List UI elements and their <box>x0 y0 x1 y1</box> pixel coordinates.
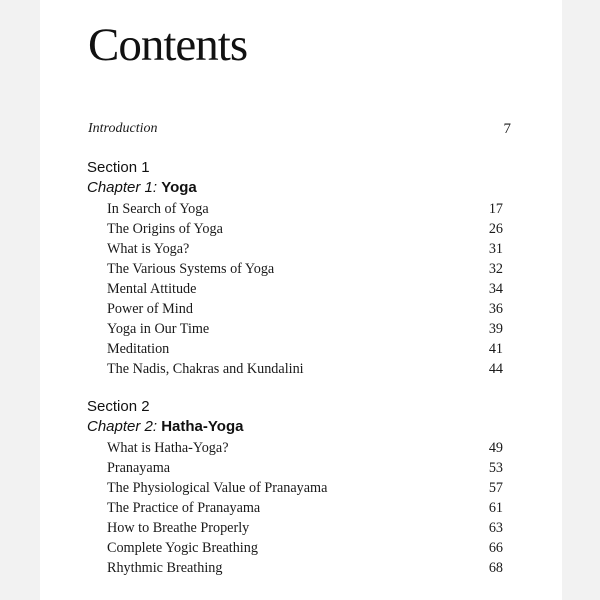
chapter-2-name: Hatha-Yoga <box>161 418 244 435</box>
entry-title: What is Yoga? <box>107 241 190 257</box>
entry-page: 66 <box>488 540 503 556</box>
entry-page: 57 <box>488 480 503 496</box>
toc-entry <box>107 478 503 498</box>
entry-page: 49 <box>488 440 503 456</box>
introduction-title: Introduction <box>88 121 158 136</box>
toc-entry <box>107 199 503 219</box>
introduction-page: 7 <box>503 121 511 137</box>
toc-entry <box>107 558 503 578</box>
chapter-1-heading <box>87 179 197 196</box>
section-2-heading: Section 2 <box>87 398 150 415</box>
toc-entry <box>107 279 503 299</box>
toc-entry <box>107 219 503 239</box>
entry-title: In Search of Yoga <box>107 201 209 217</box>
entry-page: 26 <box>488 221 503 237</box>
entry-page: 34 <box>488 281 503 297</box>
entry-title: The Physiological Value of Pranayama <box>107 480 328 496</box>
toc-entry <box>107 359 503 379</box>
entry-page: 17 <box>488 201 503 217</box>
toc-entry <box>107 458 503 478</box>
chapter-2-heading <box>87 418 243 435</box>
entry-title: How to Breathe Properly <box>107 520 250 536</box>
entry-page: 61 <box>488 500 503 516</box>
entry-title: What is Hatha-Yoga? <box>107 440 229 456</box>
entry-page: 44 <box>488 361 503 377</box>
chapter-1-entries <box>107 199 503 379</box>
entry-title: The Origins of Yoga <box>107 221 223 237</box>
page <box>40 0 562 600</box>
entry-title: Complete Yogic Breathing <box>107 540 258 556</box>
entry-title: Pranayama <box>107 460 171 476</box>
entry-title: Mental Attitude <box>107 281 197 297</box>
entry-page: 39 <box>488 321 503 337</box>
toc-entry <box>107 339 503 359</box>
toc-entry <box>107 538 503 558</box>
toc-entry <box>107 438 503 458</box>
toc-entry <box>107 498 503 518</box>
entry-title: The Various Systems of Yoga <box>107 261 275 277</box>
toc-entry <box>107 299 503 319</box>
chapter-1-name: Yoga <box>161 179 197 196</box>
entry-page: 68 <box>488 560 503 576</box>
toc-entry <box>107 518 503 538</box>
chapter-2-prefix: Chapter 2: <box>87 418 158 435</box>
toc-entry <box>107 239 503 259</box>
section-1-heading: Section 1 <box>87 159 150 176</box>
entry-page: 31 <box>488 241 503 257</box>
entry-page: 32 <box>488 261 503 277</box>
page-title: Contents <box>88 19 248 71</box>
entry-title: The Practice of Pranayama <box>107 500 261 516</box>
toc-entry <box>107 259 503 279</box>
entry-title: Power of Mind <box>107 301 193 317</box>
toc-entry <box>107 319 503 339</box>
entry-title: The Nadis, Chakras and Kundalini <box>107 361 304 377</box>
chapter-1-prefix: Chapter 1: <box>87 179 158 196</box>
toc-introduction <box>88 121 511 137</box>
entry-page: 41 <box>488 341 503 357</box>
entry-title: Rhythmic Breathing <box>107 560 223 576</box>
entry-page: 63 <box>488 520 503 536</box>
entry-title: Meditation <box>107 341 170 357</box>
entry-page: 53 <box>488 460 503 476</box>
entry-page: 36 <box>488 301 503 317</box>
entry-title: Yoga in Our Time <box>107 321 210 337</box>
chapter-2-entries <box>107 438 503 578</box>
